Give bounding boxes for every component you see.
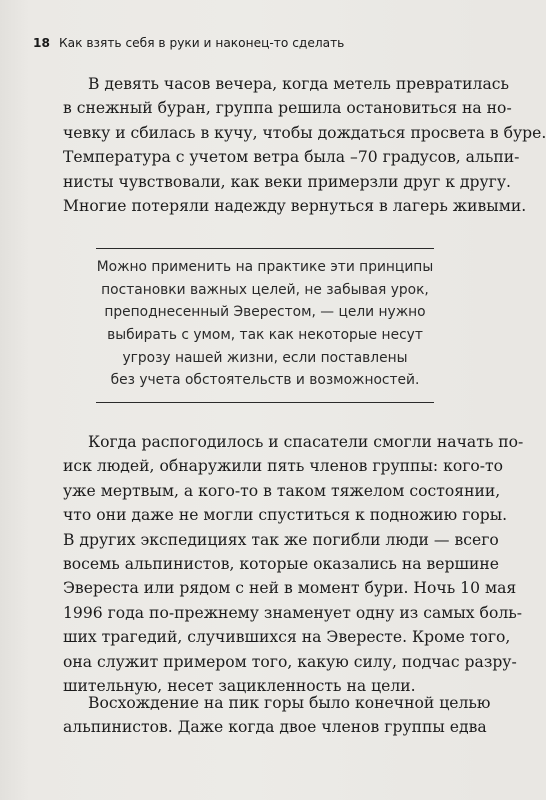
text-line: чевку и сбилась в кучу, чтобы дождаться просвета в буре. [63, 123, 546, 142]
paragraph-1 [63, 72, 546, 218]
text-line: В других экспедициях так же погибли люди — всего [63, 530, 499, 549]
paragraph-3 [63, 691, 491, 740]
text-line: Температура с учетом ветра была –70 градусов, альпи- [63, 148, 520, 167]
quote-line: преподнесенный Эверестом, — цели нужно [104, 304, 426, 321]
running-title: Как взять себя в руки и наконец-то сделать [58, 36, 345, 50]
quote-line: Можно применить на практике эти принципы [96, 259, 434, 275]
text-line: иск людей, обнаружили пять членов группы: кого-то [63, 457, 504, 476]
text-line: 1996 года по-прежнему знаменует одну из самых боль- [63, 603, 523, 622]
pull-quote [88, 256, 442, 392]
quote-line: постановки важных целей, не забывая урок, [101, 281, 429, 298]
quote-top-rule [96, 248, 434, 249]
text-line: Восхождение на пик горы было конечной целью [88, 694, 491, 712]
text-line: что они даже не могли спуститься к подножию горы. [63, 506, 508, 525]
quote-line: без учета обстоятельств и возможностей. [110, 372, 420, 389]
text-line: Эвереста или рядом с ней в момент бури. Ночь 10 мая [63, 579, 517, 598]
quote-bottom-rule [96, 402, 434, 403]
text-line: Когда распогодилось и спасатели смогли начать по- [88, 433, 524, 451]
text-line: ших трагедий, случившихся на Эвересте. Кроме того, [63, 628, 511, 647]
text-line: она служит примером того, какую силу, подчас разру- [63, 652, 517, 671]
text-line: В девять часов вечера, когда метель превратилась [88, 75, 509, 93]
text-line: шительную, несет зацикленность на цели. [63, 676, 416, 695]
paragraph-2 [63, 430, 524, 698]
text-line: альпинистов. Даже когда двое членов группы едва [63, 718, 487, 737]
quote-line: выбирать с умом, так как некоторые несут [107, 327, 423, 344]
running-header [33, 34, 473, 52]
quote-line: угрозу нашей жизни, если поставлены [122, 349, 408, 366]
text-line: уже мертвым, а кого-то в таком тяжелом состоянии, [63, 481, 501, 500]
text-line: нисты чувствовали, как веки примерзли друг к другу. [63, 172, 511, 191]
text-line: восемь альпинистов, которые оказались на вершине [63, 554, 500, 573]
text-line: Многие потеряли надежду вернуться в лагерь живыми. [63, 196, 527, 215]
text-line: в снежный буран, группа решила остановиться на но- [63, 99, 512, 118]
page-number: 18 [33, 36, 50, 50]
